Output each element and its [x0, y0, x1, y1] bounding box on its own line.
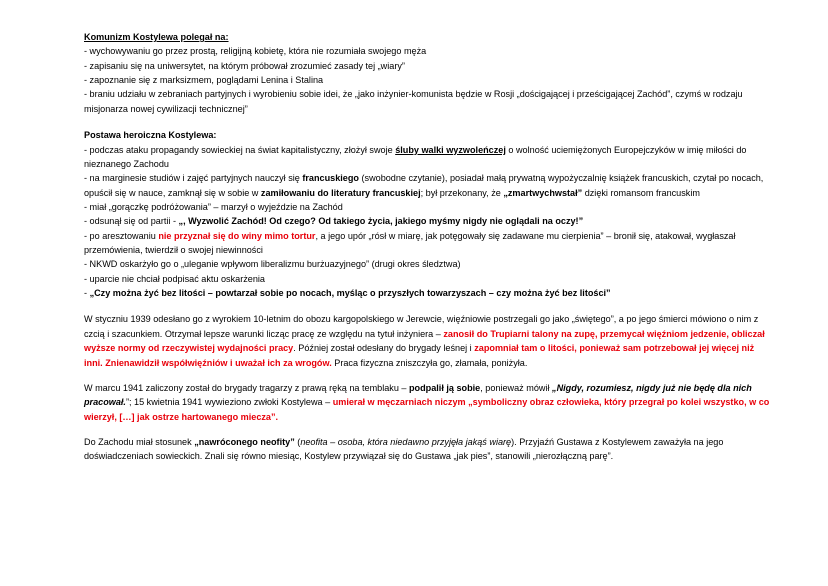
text-run: . Później został odesłany do brygady leśnej i: [293, 343, 475, 354]
document-body: [84, 30, 774, 464]
text-run: W styczniu 1939 odesłano go z wyrokiem 10-letnim do obozu kargopolskiego w Jerewcie, więźniowie postrzegali go jako „świętego”, a po jego śmierci mówiono o nim z czcią i szacunkiem. Otrzymał lepsze warunki licząc pracę ze względu na tytuł inżyniera –: [84, 314, 759, 339]
heading-komunizm: Komunizm Kostylewa polegał na:: [84, 32, 229, 42]
text-run-emph: „zmartwychwstał”: [503, 187, 583, 198]
text-run: dzięki romansom francuskim: [582, 187, 700, 198]
text-run: - odsunął się od partii -: [84, 216, 179, 227]
text-run-emph: zamiłowaniu do literatury francuskiej: [260, 187, 421, 198]
komunizm-line-3: - zapoznanie się z marksizmem, poglądami Lenina i Stalina: [84, 75, 324, 86]
text-run-emph: „Czy można żyć bez litości – powtarzał sobie po nocach, myśląc o przyszłych towarzyszach – czy można żyć bez litości”: [89, 288, 611, 299]
komunizm-line-2: - zapisaniu się na uniwersytet, na którym próbował zrozumieć zasady tej „wiary”: [84, 60, 405, 71]
text-run: (swobodne czytanie), posiadał małą prywatną wypożyczalnię książek francuskich, czytał po nocach, opuścił się w nauce, zamknął się w sobie w: [84, 173, 764, 198]
text-run: , a jego upór „rósł w miarę, jak potęgowały się zadawane mu cierpienia” – bronił się, atakował, wygłaszał przemówienia, twierdził o swojej niewinności: [84, 230, 736, 256]
text-run-emph: neofita – osoba, która niedawno przyjęła jakąś wiarę: [300, 436, 512, 447]
text-run: ; był przekonany, że: [420, 187, 504, 198]
text-run-emph: zanosił do Trupiarni talony na zupę, przemycał więźniom jedzenie, obliczał wyższe normy od rzeczywistej wydajności pracy: [84, 328, 765, 354]
paragraph-marzec: [84, 381, 774, 424]
paragraph-zachod: [84, 435, 774, 464]
postawa-item-1: [84, 143, 774, 172]
text-run: Do Zachodu miał stosunek: [84, 436, 195, 447]
text-run-emph: „nawróconego neofity”: [194, 436, 295, 447]
text-run: - na marginesie studiów i zajęć partyjnych nauczył się: [84, 173, 303, 184]
heading-postawa: Postawa heroiczna Kostylewa:: [84, 130, 217, 141]
spacer-3: [84, 370, 774, 381]
section-komunizm: [84, 30, 774, 116]
text-run-emph: podpalił ją sobie: [409, 382, 481, 393]
text-run-emph: umierał w męczarniach niczym „symboliczny obraz człowieka, który przegrał po kolei wszystko, w co wierzył, […] jak ostrze hartowanego mieczа”.: [84, 397, 770, 422]
spacer-1: [84, 116, 774, 128]
section-postawa: [84, 128, 774, 300]
postawa-item-4: [84, 214, 774, 228]
text-run: , ponieważ mówił: [480, 382, 553, 393]
spacer-2: [84, 300, 774, 312]
text-run: Praca fizyczna zniszczyła go, złamała, poniżyła.: [331, 357, 528, 368]
text-run-emph: nie przyznał się do winy mimo tortur: [158, 230, 316, 241]
text-run: - podczas ataku propagandy sowieckiej na świat kapitalistyczny, złożył swoje: [84, 144, 396, 155]
spacer-4: [84, 424, 774, 435]
text-run: o wolność uciemiężonych Europejczyków w imię miłości do nieznanego Zachodu: [84, 144, 747, 169]
postawa-item-6: - NKWD oskarżyło go o „uleganie wpływom liberalizmu burżuazyjnego” (drugi okres śledztwa): [84, 259, 461, 270]
text-run-emph: „, Wyzwolić Zachód! Od czego? Od takiego życia, jakiego myśmy nigdy nie oglądali na oczy!”: [178, 216, 584, 227]
text-run: ”; 15 kwietnia 1941 wywieziono zwłoki Kostylewa –: [125, 397, 333, 408]
postawa-item-3: - miał „gorączkę podróżowania” – marzył o wyjeździe na Zachód: [84, 201, 343, 212]
postawa-item-2: [84, 171, 774, 200]
postawa-item-7: - uparcie nie chciał podpisać aktu oskarżenia: [84, 273, 265, 284]
postawa-item-5: [84, 229, 774, 258]
text-run: W marcu 1941 zaliczony został do brygady tragarzy z prawą ręką na temblaku –: [84, 382, 409, 393]
text-run-emph: zapomniał tam o litości, ponieważ sam potrzebował jej więcej niż inni. Znienawidził współwięźniów i uważał ich za wrogów.: [84, 343, 755, 368]
text-run: - po aresztowaniu: [84, 230, 159, 241]
komunizm-line-4: - braniu udziału w zebraniach partyjnych i wyrobieniu sobie idei, że „jako inżynier-komunista będzie w Rosji „dościgającej i prześcigającej Zachód”, czymś w rodzaju misjonarza nowej cywilizacji technicznej”: [84, 89, 743, 114]
text-run-emph: „Nigdy, rozumiesz, nigdy już nie będę dla nich pracował.: [84, 382, 752, 408]
text-run: -: [84, 288, 90, 299]
paragraph-styczen: [84, 312, 774, 369]
postawa-item-8: [84, 286, 774, 300]
text-run-emph: śluby walki wyzwoleńczej: [395, 144, 506, 155]
text-run: ). Przyjaźń Gustawa z Kostylewem zaważyła na jego doświadczeniach sowieckich. Znali się równo miesiąc, Kostylew przywiązał się do Gustawa „jak pies”, stanowili „nierozłączną parę”.: [84, 436, 724, 462]
komunizm-line-1: - wychowywaniu go przez prostą, religijną kobietę, która nie rozumiała swojego męża: [84, 46, 427, 57]
text-run-emph: francuskiego: [302, 173, 359, 184]
text-run: (: [294, 436, 301, 447]
